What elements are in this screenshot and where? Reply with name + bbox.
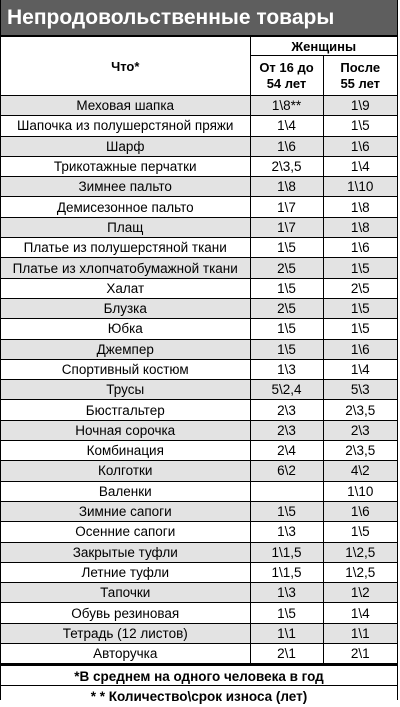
column-header-women: Женщины bbox=[250, 37, 397, 56]
age1-line1: От 16 до bbox=[259, 59, 314, 75]
women-16-54-cell: 2\3 bbox=[250, 400, 323, 420]
item-name-cell: Спортивный костюм bbox=[1, 359, 250, 379]
women-16-54-cell: 2\1 bbox=[250, 644, 323, 664]
women-55-plus-cell: 1\4 bbox=[323, 603, 397, 623]
women-16-54-cell bbox=[250, 481, 323, 501]
women-55-plus-cell: 1\4 bbox=[323, 156, 397, 176]
women-55-plus-cell: 4\2 bbox=[323, 461, 397, 481]
item-name-cell: Летние туфли bbox=[1, 562, 250, 582]
footnote-quantity-wear: * * Количество\срок износа (лет) bbox=[1, 685, 397, 706]
women-55-plus-cell: 2\5 bbox=[323, 278, 397, 298]
women-55-plus-cell: 2\3,5 bbox=[323, 441, 397, 461]
women-55-plus-cell: 1\2,5 bbox=[323, 542, 397, 562]
item-name-cell: Колготки bbox=[1, 461, 250, 481]
table-row bbox=[1, 116, 397, 136]
item-name-cell: Трусы bbox=[1, 380, 250, 400]
age2-line1: После bbox=[340, 59, 381, 75]
page-title: Непродовольственные товары bbox=[1, 0, 397, 36]
women-55-plus-cell: 2\3 bbox=[323, 420, 397, 440]
item-name-cell: Осенние сапоги bbox=[1, 522, 250, 542]
women-55-plus-cell: 1\4 bbox=[323, 359, 397, 379]
table-row bbox=[1, 156, 397, 176]
item-name-cell: Бюстгальтер bbox=[1, 400, 250, 420]
item-name-cell: Платье из хлопчатобумажной ткани bbox=[1, 258, 250, 278]
women-55-plus-cell: 1\5 bbox=[323, 116, 397, 136]
table-row bbox=[1, 96, 397, 116]
table-row bbox=[1, 623, 397, 643]
table-row bbox=[1, 400, 397, 420]
women-16-54-cell: 1\1,5 bbox=[250, 542, 323, 562]
table-row bbox=[1, 603, 397, 623]
column-header-age-55-plus bbox=[323, 56, 397, 96]
item-name-cell: Зимнее пальто bbox=[1, 177, 250, 197]
table-row bbox=[1, 298, 397, 318]
women-16-54-cell: 1\1 bbox=[250, 623, 323, 643]
item-name-cell: Валенки bbox=[1, 481, 250, 501]
women-55-plus-cell: 5\3 bbox=[323, 380, 397, 400]
item-name-cell: Шарф bbox=[1, 136, 250, 156]
table-row bbox=[1, 542, 397, 562]
table-row bbox=[1, 217, 397, 237]
item-name-cell: Плащ bbox=[1, 217, 250, 237]
women-16-54-cell: 2\5 bbox=[250, 258, 323, 278]
table-row bbox=[1, 197, 397, 217]
women-16-54-cell: 1\7 bbox=[250, 197, 323, 217]
women-55-plus-cell: 1\6 bbox=[323, 136, 397, 156]
table-row bbox=[1, 177, 397, 197]
women-55-plus-cell: 1\1 bbox=[323, 623, 397, 643]
table-row bbox=[1, 461, 397, 481]
table-row bbox=[1, 644, 397, 664]
women-55-plus-cell: 1\5 bbox=[323, 298, 397, 318]
women-55-plus-cell: 1\6 bbox=[323, 339, 397, 359]
table-row bbox=[1, 238, 397, 258]
item-name-cell: Зимние сапоги bbox=[1, 501, 250, 521]
table-row bbox=[1, 359, 397, 379]
women-55-plus-cell: 1\2 bbox=[323, 583, 397, 603]
item-name-cell: Джемпер bbox=[1, 339, 250, 359]
item-name-cell: Тетрадь (12 листов) bbox=[1, 623, 250, 643]
women-16-54-cell: 2\3,5 bbox=[250, 156, 323, 176]
item-name-cell: Тапочки bbox=[1, 583, 250, 603]
table-row bbox=[1, 441, 397, 461]
table-row bbox=[1, 278, 397, 298]
women-55-plus-cell: 1\6 bbox=[323, 501, 397, 521]
table-row bbox=[1, 583, 397, 603]
women-16-54-cell: 1\5 bbox=[250, 501, 323, 521]
age2-line2: 55 лет bbox=[340, 75, 381, 91]
table-row bbox=[1, 481, 397, 501]
women-55-plus-cell: 1\5 bbox=[323, 522, 397, 542]
table-row bbox=[1, 136, 397, 156]
column-header-age-16-54 bbox=[250, 56, 323, 96]
women-16-54-cell: 1\5 bbox=[250, 319, 323, 339]
women-16-54-cell: 1\1,5 bbox=[250, 562, 323, 582]
item-name-cell: Шапочка из полушерстяной пряжи bbox=[1, 116, 250, 136]
table-row bbox=[1, 501, 397, 521]
women-55-plus-cell: 2\3,5 bbox=[323, 400, 397, 420]
item-name-cell: Халат bbox=[1, 278, 250, 298]
item-name-cell: Меховая шапка bbox=[1, 96, 250, 116]
women-16-54-cell: 5\2,4 bbox=[250, 380, 323, 400]
women-16-54-cell: 1\5 bbox=[250, 603, 323, 623]
item-name-cell: Комбинация bbox=[1, 441, 250, 461]
table-row bbox=[1, 319, 397, 339]
age1-line2: 54 лет bbox=[266, 75, 307, 91]
item-name-cell: Юбка bbox=[1, 319, 250, 339]
item-name-cell: Ночная сорочка bbox=[1, 420, 250, 440]
women-55-plus-cell: 1\10 bbox=[323, 481, 397, 501]
column-header-what: Что* bbox=[1, 37, 250, 96]
women-16-54-cell: 1\3 bbox=[250, 522, 323, 542]
table-row bbox=[1, 522, 397, 542]
women-16-54-cell: 2\4 bbox=[250, 441, 323, 461]
item-name-cell: Авторучка bbox=[1, 644, 250, 664]
women-55-plus-cell: 1\5 bbox=[323, 258, 397, 278]
women-16-54-cell: 1\4 bbox=[250, 116, 323, 136]
women-16-54-cell: 1\5 bbox=[250, 238, 323, 258]
table-row bbox=[1, 258, 397, 278]
women-55-plus-cell: 1\2,5 bbox=[323, 562, 397, 582]
women-16-54-cell: 6\2 bbox=[250, 461, 323, 481]
goods-table bbox=[1, 36, 397, 664]
table-row bbox=[1, 339, 397, 359]
table-row bbox=[1, 380, 397, 400]
women-55-plus-cell: 1\6 bbox=[323, 238, 397, 258]
women-16-54-cell: 1\3 bbox=[250, 359, 323, 379]
table-row bbox=[1, 420, 397, 440]
item-name-cell: Демисезонное пальто bbox=[1, 197, 250, 217]
women-55-plus-cell: 1\5 bbox=[323, 319, 397, 339]
item-name-cell: Трикотажные перчатки bbox=[1, 156, 250, 176]
women-55-plus-cell: 1\10 bbox=[323, 177, 397, 197]
item-name-cell: Закрытые туфли bbox=[1, 542, 250, 562]
goods-table-body bbox=[1, 96, 397, 664]
women-16-54-cell: 1\3 bbox=[250, 583, 323, 603]
women-16-54-cell: 1\6 bbox=[250, 136, 323, 156]
women-16-54-cell: 1\7 bbox=[250, 217, 323, 237]
footnote-average: *В среднем на одного человека в год bbox=[1, 664, 397, 685]
women-16-54-cell: 2\3 bbox=[250, 420, 323, 440]
women-55-plus-cell: 1\8 bbox=[323, 217, 397, 237]
item-name-cell: Обувь резиновая bbox=[1, 603, 250, 623]
women-16-54-cell: 1\8** bbox=[250, 96, 323, 116]
table-row bbox=[1, 562, 397, 582]
women-55-plus-cell: 1\9 bbox=[323, 96, 397, 116]
women-16-54-cell: 1\8 bbox=[250, 177, 323, 197]
women-16-54-cell: 1\5 bbox=[250, 339, 323, 359]
women-16-54-cell: 1\5 bbox=[250, 278, 323, 298]
item-name-cell: Блузка bbox=[1, 298, 250, 318]
women-55-plus-cell: 2\1 bbox=[323, 644, 397, 664]
item-name-cell: Платье из полушерстяной ткани bbox=[1, 238, 250, 258]
women-16-54-cell: 2\5 bbox=[250, 298, 323, 318]
women-55-plus-cell: 1\8 bbox=[323, 197, 397, 217]
